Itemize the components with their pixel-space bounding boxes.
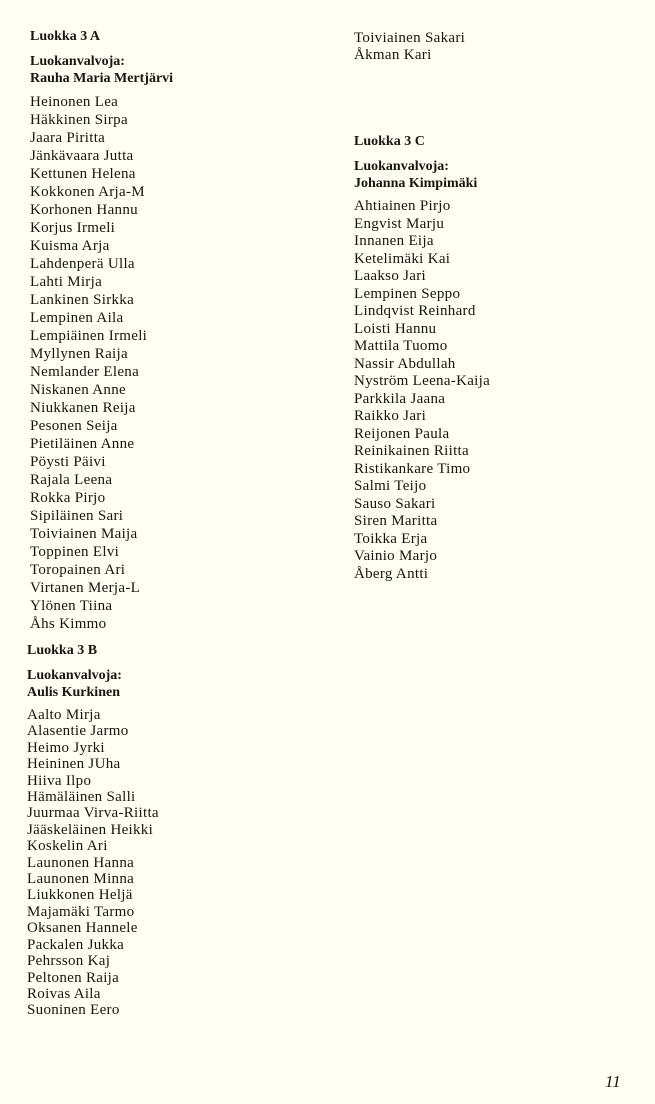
student-name: Parkkila Jaana bbox=[354, 390, 446, 407]
student-name: Alasentie Jarmo bbox=[27, 723, 129, 740]
student-name: Pesonen Seija bbox=[30, 418, 118, 434]
student-name: Ylönen Tiina bbox=[30, 598, 113, 614]
student-name: Liukkonen Heljä bbox=[27, 887, 133, 904]
student-name: Jänkävaara Jutta bbox=[30, 148, 134, 164]
student-name: Korhonen Hannu bbox=[30, 202, 138, 218]
student-name: Heininen JUha bbox=[27, 756, 121, 773]
student-name: Lahti Mirja bbox=[30, 274, 103, 290]
student-name: Nemlander Elena bbox=[30, 364, 140, 380]
student-name: Kettunen Helena bbox=[30, 166, 136, 182]
student-name: Ristikankare Timo bbox=[354, 460, 471, 477]
student-name: Toppinen Elvi bbox=[30, 544, 120, 560]
class-3a-section bbox=[30, 28, 173, 633]
student-name: Oksanen Hannele bbox=[27, 920, 138, 937]
student-name: Aalto Mirja bbox=[27, 707, 101, 723]
class-3b-continued bbox=[354, 30, 465, 64]
student-name: Åkman Kari bbox=[354, 47, 432, 63]
student-name: Innanen Eija bbox=[354, 233, 434, 249]
student-name: Roivas Aila bbox=[27, 985, 101, 1002]
student-name: Reijonen Paula bbox=[354, 425, 450, 442]
student-name: Lempinen Aila bbox=[30, 310, 124, 326]
student-name: Rokka Pirjo bbox=[30, 490, 106, 506]
student-list bbox=[354, 30, 465, 64]
student-name: Loisti Hannu bbox=[354, 320, 437, 337]
student-name: Toiviainen Sakari bbox=[354, 30, 466, 46]
student-name: Majamäki Tarmo bbox=[27, 903, 135, 920]
student-list bbox=[354, 198, 490, 583]
student-name: Korjus Irmeli bbox=[30, 220, 116, 236]
student-name: Laakso Jari bbox=[354, 268, 427, 284]
student-list bbox=[27, 707, 159, 1019]
teacher-name: Johanna Kimpimäki bbox=[354, 176, 478, 191]
class-3b-section bbox=[27, 642, 159, 1019]
student-name: Peltonen Raija bbox=[27, 969, 120, 986]
student-name: Jaara Piritta bbox=[30, 130, 106, 146]
student-name: Jääskeläinen Heikki bbox=[27, 821, 154, 838]
student-name: Vainio Marjo bbox=[354, 548, 438, 564]
student-name: Suoninen Eero bbox=[27, 1002, 120, 1019]
student-name: Toiviainen Maija bbox=[30, 526, 138, 542]
student-list bbox=[30, 93, 173, 633]
class-title: Luokka 3 B bbox=[27, 643, 98, 658]
class-3c-section bbox=[354, 133, 490, 583]
student-name: Virtanen Merja-L bbox=[30, 580, 141, 596]
student-name: Lempiäinen Irmeli bbox=[30, 328, 148, 344]
student-name: Heimo Jyrki bbox=[27, 739, 105, 756]
student-name: Lankinen Sirkka bbox=[30, 292, 135, 308]
student-name: Lindqvist Reinhard bbox=[354, 303, 476, 319]
student-name: Reinikainen Riitta bbox=[354, 443, 469, 459]
class-title: Luokka 3 C bbox=[354, 134, 425, 149]
student-name: Toikka Erja bbox=[354, 530, 428, 547]
student-name: Lahdenperä Ulla bbox=[30, 256, 135, 272]
student-name: Sauso Sakari bbox=[354, 495, 436, 512]
student-name: Nyström Leena-Kaija bbox=[354, 373, 491, 389]
student-name: Salmi Teijo bbox=[354, 478, 427, 494]
teacher-label: Luokanvalvoja: bbox=[30, 54, 125, 69]
student-name: Sipiläinen Sari bbox=[30, 508, 124, 524]
student-name: Pietiläinen Anne bbox=[30, 436, 135, 452]
student-name: Rajala Leena bbox=[30, 472, 113, 488]
student-name: Packalen Jukka bbox=[27, 936, 125, 953]
student-name: Lempinen Seppo bbox=[354, 285, 461, 302]
student-name: Toropainen Ari bbox=[30, 562, 126, 578]
student-name: Åhs Kimmo bbox=[30, 616, 107, 632]
student-name: Engvist Marju bbox=[354, 215, 445, 232]
student-name: Launonen Hanna bbox=[27, 854, 135, 871]
student-name: Launonen Minna bbox=[27, 871, 135, 888]
student-name: Koskelin Ari bbox=[27, 838, 108, 855]
student-name: Heinonen Lea bbox=[30, 94, 119, 110]
student-name: Niskanen Anne bbox=[30, 382, 126, 398]
teacher-name: Aulis Kurkinen bbox=[27, 685, 120, 700]
student-name: Pöysti Päivi bbox=[30, 454, 106, 470]
student-name: Juurmaa Virva-Riitta bbox=[27, 805, 159, 822]
student-name: Pehrsson Kaj bbox=[27, 953, 111, 970]
student-name: Myllynen Raija bbox=[30, 346, 128, 362]
student-name: Kokkonen Arja-M bbox=[30, 184, 145, 200]
student-name: Nassir Abdullah bbox=[354, 355, 456, 372]
student-name: Mattila Tuomo bbox=[354, 338, 448, 354]
teacher-label: Luokanvalvoja: bbox=[354, 159, 449, 174]
student-name: Häkkinen Sirpa bbox=[30, 112, 128, 128]
class-title: Luokka 3 A bbox=[30, 29, 101, 44]
student-name: Hiiva Ilpo bbox=[27, 772, 92, 789]
student-name: Kuisma Arja bbox=[30, 238, 110, 254]
page-number: 11 bbox=[605, 1072, 621, 1091]
student-name: Ketelimäki Kai bbox=[354, 250, 451, 267]
student-name: Åberg Antti bbox=[354, 565, 429, 582]
student-name: Hämäläinen Salli bbox=[27, 789, 136, 806]
student-name: Ahtiainen Pirjo bbox=[354, 198, 451, 214]
teacher-name: Rauha Maria Mertjärvi bbox=[30, 71, 174, 86]
student-name: Siren Maritta bbox=[354, 513, 438, 529]
student-name: Raikko Jari bbox=[354, 408, 427, 424]
teacher-label: Luokanvalvoja: bbox=[27, 668, 122, 683]
student-name: Niukkanen Reija bbox=[30, 400, 136, 416]
